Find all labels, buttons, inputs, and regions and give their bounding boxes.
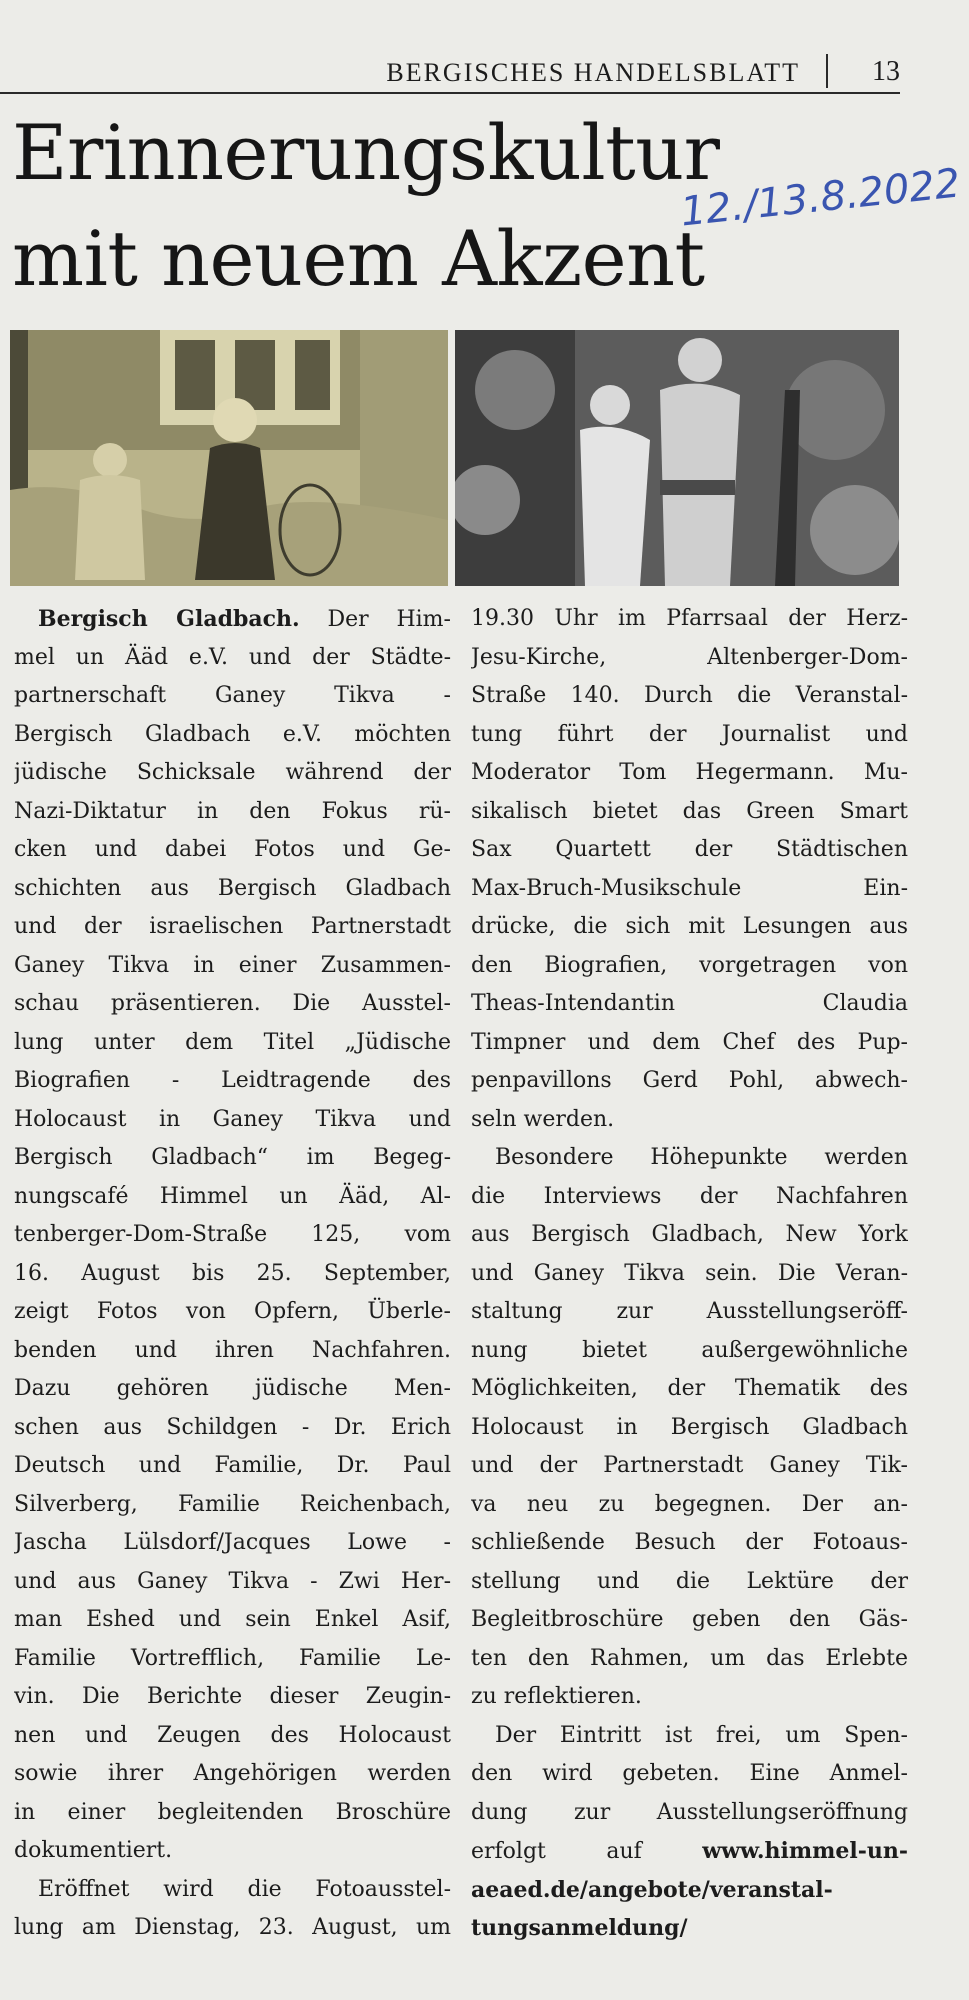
- article-text-line: und Ganey Tikva sein. Die Veran-: [471, 1260, 908, 1286]
- article-text-line: Eröffnet wird die Fotoausstel-: [38, 1876, 451, 1902]
- article-text-line: Timpner und dem Chef des Pup-: [471, 1029, 908, 1055]
- article-text-line: Familie Vortrefflich, Familie Le-: [14, 1645, 451, 1671]
- article-text-line: Max-Bruch-Musikschule Ein-: [471, 875, 908, 901]
- article-text-line: den Biografien, vorgetragen von: [471, 952, 908, 978]
- photo-woman-with-child: [455, 330, 899, 586]
- article-text-line: Holocaust in Bergisch Gladbach: [471, 1414, 908, 1440]
- article-text-line: die Interviews der Nachfahren: [471, 1183, 908, 1209]
- article-text-line: dung zur Ausstellungseröffnung: [471, 1799, 908, 1825]
- article-text-line: partnerschaft Ganey Tikva -: [14, 683, 451, 708]
- article-text-line: Möglichkeiten, der Thematik des: [471, 1376, 908, 1401]
- article-text-line: Holocaust in Ganey Tikva und: [14, 1106, 451, 1132]
- article-text-line: mel un Ääd e.V. und der Städte-: [14, 644, 451, 670]
- handwritten-date: 12./13.8.2022: [678, 160, 963, 236]
- article-text-line: tungsanmeldung/: [471, 1915, 688, 1941]
- photo-children-garden: [10, 330, 448, 586]
- headline-line-2: mit neuem Akzent: [12, 214, 705, 303]
- article-text-line: nung bietet außergewöhnliche: [471, 1337, 908, 1363]
- article-text-line: Besondere Höhepunkte werden: [495, 1145, 908, 1170]
- article-text-line: und der Partnerstadt Ganey Tik-: [471, 1453, 908, 1478]
- article-text-line: Jesu-Kirche, Altenberger-Dom-: [471, 644, 908, 670]
- page-number: 13: [872, 56, 900, 87]
- article-text-line: Moderator Tom Hegermann. Mu-: [471, 760, 908, 785]
- article-text-line: den wird gebeten. Eine Anmel-: [471, 1761, 908, 1786]
- article-column-right: [471, 600, 908, 1970]
- article-text-line: 19.30 Uhr im Pfarrsaal der Herz-: [471, 606, 908, 631]
- article-text-line: nungscafé Himmel un Ääd, Al-: [14, 1183, 451, 1209]
- article-text-line: ten den Rahmen, um das Erlebte: [471, 1645, 908, 1671]
- article-text-line: Nazi-Diktatur in den Fokus rü-: [14, 798, 451, 824]
- article-text-line: Begleitbroschüre geben den Gäs-: [471, 1607, 908, 1632]
- article-text-line: sowie ihrer Angehörigen werden: [14, 1761, 451, 1786]
- newspaper-name: BERGISCHES HANDELSBLATT: [386, 58, 800, 87]
- article-text-line: Deutsch und Familie, Dr. Paul: [14, 1453, 451, 1478]
- article-text-line: tenberger-Dom-Straße 125, vom: [14, 1222, 451, 1247]
- article-headline: [12, 100, 720, 312]
- article-text-line: Bergisch Gladbach. Der Him-: [38, 606, 451, 632]
- article-text-line: aus Bergisch Gladbach, New York: [471, 1222, 908, 1247]
- article-text-line: zu reflektieren.: [471, 1684, 642, 1709]
- article-text-line: lung unter dem Titel „Jüdische: [14, 1029, 451, 1055]
- article-text-line: schließende Besuch der Fotoaus-: [471, 1530, 908, 1555]
- article-text-line: und der israelischen Partnerstadt: [14, 914, 451, 939]
- article-text-line: Theas-Intendantin Claudia: [471, 991, 908, 1016]
- article-text-line: penpavillons Gerd Pohl, abwech-: [471, 1068, 908, 1093]
- article-text-line: Bergisch Gladbach e.V. möchten: [14, 721, 451, 747]
- article-text-line: aeaed.de/angebote/veranstal-: [471, 1876, 833, 1903]
- article-text-line: in einer begleitenden Broschüre: [14, 1799, 451, 1825]
- article-column-left: [14, 600, 451, 1970]
- article-text-line: erfolgt auf www.himmel-un-: [471, 1838, 908, 1864]
- article-text-line: schichten aus Bergisch Gladbach: [14, 875, 451, 901]
- article-text-line: cken und dabei Fotos und Ge-: [14, 837, 451, 862]
- article-text-line: benden und ihren Nachfahren.: [14, 1337, 451, 1363]
- header-divider: [826, 54, 828, 88]
- article-text-line: Dazu gehören jüdische Men-: [14, 1376, 451, 1401]
- article-text-line: staltung zur Ausstellungseröff-: [471, 1299, 908, 1324]
- article-text-line: Straße 140. Durch die Veranstal-: [471, 683, 908, 708]
- article-text-line: Ganey Tikva in einer Zusammen-: [14, 952, 451, 978]
- article-text-line: seln werden.: [471, 1106, 615, 1132]
- article-text-line: sikalisch bietet das Green Smart: [471, 798, 908, 824]
- article-text-line: va neu zu begegnen. Der an-: [471, 1491, 908, 1517]
- article-text-line: schen aus Schildgen - Dr. Erich: [14, 1414, 451, 1440]
- article-text-line: schau präsentieren. Die Ausstel-: [14, 991, 451, 1016]
- article-text-line: 16. August bis 25. September,: [14, 1260, 451, 1286]
- article-text-line: vin. Die Berichte dieser Zeugin-: [14, 1684, 451, 1709]
- article-text-line: Silverberg, Familie Reichenbach,: [14, 1491, 451, 1517]
- article-text-line: stellung und die Lektüre der: [471, 1568, 908, 1594]
- headline-line-1: Erinnerungskultur: [12, 108, 720, 197]
- article-text-line: Sax Quartett der Städtischen: [471, 837, 908, 862]
- article-text-line: zeigt Fotos von Opfern, Überle-: [14, 1299, 451, 1324]
- article-text-line: und aus Ganey Tikva - Zwi Her-: [14, 1568, 451, 1594]
- article-text-line: lung am Dienstag, 23. August, um: [14, 1915, 451, 1940]
- article-text-line: Biografien - Leidtragende des: [14, 1068, 451, 1093]
- article-text-line: jüdische Schicksale während der: [14, 760, 451, 785]
- article-text-line: Bergisch Gladbach“ im Begeg-: [14, 1145, 451, 1170]
- newspaper-header: [0, 54, 900, 94]
- article-text-line: dokumentiert.: [14, 1838, 173, 1863]
- article-text-line: Der Eintritt ist frei, um Spen-: [495, 1722, 908, 1748]
- article-text-line: drücke, die sich mit Lesungen aus: [471, 914, 908, 939]
- article-text-line: man Eshed und sein Enkel Asif,: [14, 1607, 451, 1632]
- article-text-line: nen und Zeugen des Holocaust: [14, 1722, 451, 1748]
- article-text-line: tung führt der Journalist und: [471, 721, 908, 747]
- article-text-line: Jascha Lülsdorf/Jacques Lowe -: [14, 1530, 451, 1555]
